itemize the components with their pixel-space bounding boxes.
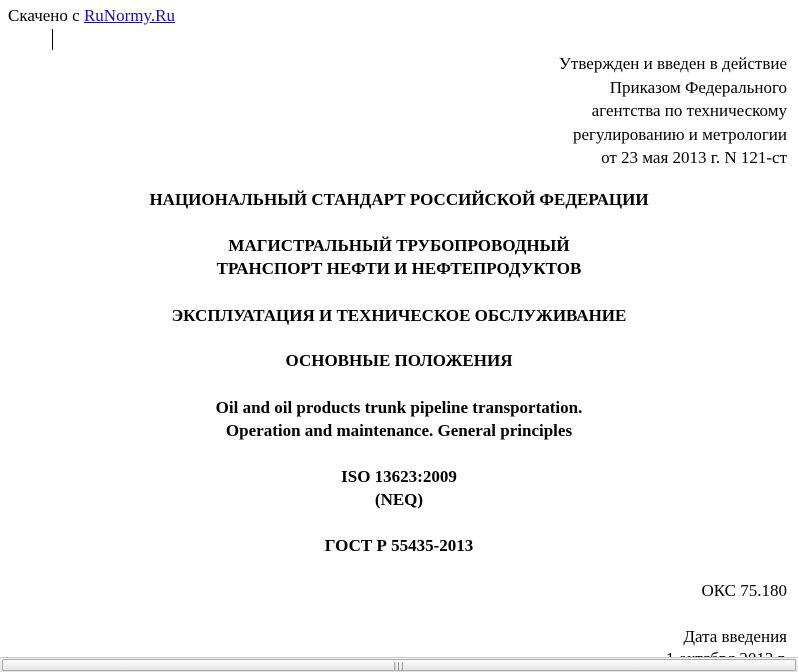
title-line: МАГИСТРАЛЬНЫЙ ТРУБОПРОВОДНЫЙ xyxy=(228,236,570,255)
iso-reference xyxy=(0,465,798,511)
horizontal-scrollbar[interactable] xyxy=(0,657,798,672)
approval-line: от 23 мая 2013 г. N 121-ст xyxy=(601,148,787,167)
approval-block xyxy=(559,52,787,170)
iso-equivalence: (NEQ) xyxy=(374,490,424,509)
gost-number: ГОСТ Р 55435-2013 xyxy=(324,536,474,555)
title-line: ТРАНСПОРТ НЕФТИ И НЕФТЕПРОДУКТОВ xyxy=(216,259,582,278)
standard-title-sub: ЭКСПЛУАТАЦИЯ И ТЕХНИЧЕСКОЕ ОБСЛУЖИВАНИЕ xyxy=(171,306,627,325)
standard-title-part: ОСНОВНЫЕ ПОЛОЖЕНИЯ xyxy=(285,351,513,370)
approval-line: агентства по техническому xyxy=(591,101,787,120)
introduction-label: Дата введения xyxy=(683,627,787,646)
english-title-line: Oil and oil products trunk pipeline transportation. xyxy=(215,398,583,417)
english-title-line: Operation and maintenance. General principles xyxy=(225,421,573,440)
oks-code: ОКС 75.180 xyxy=(701,581,787,600)
english-title xyxy=(0,396,798,442)
approval-line: Утвержден и введен в действие xyxy=(558,54,787,73)
standard-type: НАЦИОНАЛЬНЫЙ СТАНДАРТ РОССИЙСКОЙ ФЕДЕРАЦИИ xyxy=(149,190,649,209)
approval-line: регулированию и метрологии xyxy=(572,124,787,144)
approval-line: Приказом Федерального xyxy=(609,77,787,97)
source-line xyxy=(8,6,175,26)
grip-lines-icon: ||| xyxy=(393,661,405,670)
standard-title-main xyxy=(0,234,798,280)
iso-number: ISO 13623:2009 xyxy=(341,467,457,486)
source-link[interactable]: RuNormy.Ru xyxy=(83,6,175,25)
scrollbar-thumb[interactable] xyxy=(2,659,796,671)
source-prefix: Скачено с xyxy=(8,6,84,25)
text-cursor xyxy=(52,29,53,50)
